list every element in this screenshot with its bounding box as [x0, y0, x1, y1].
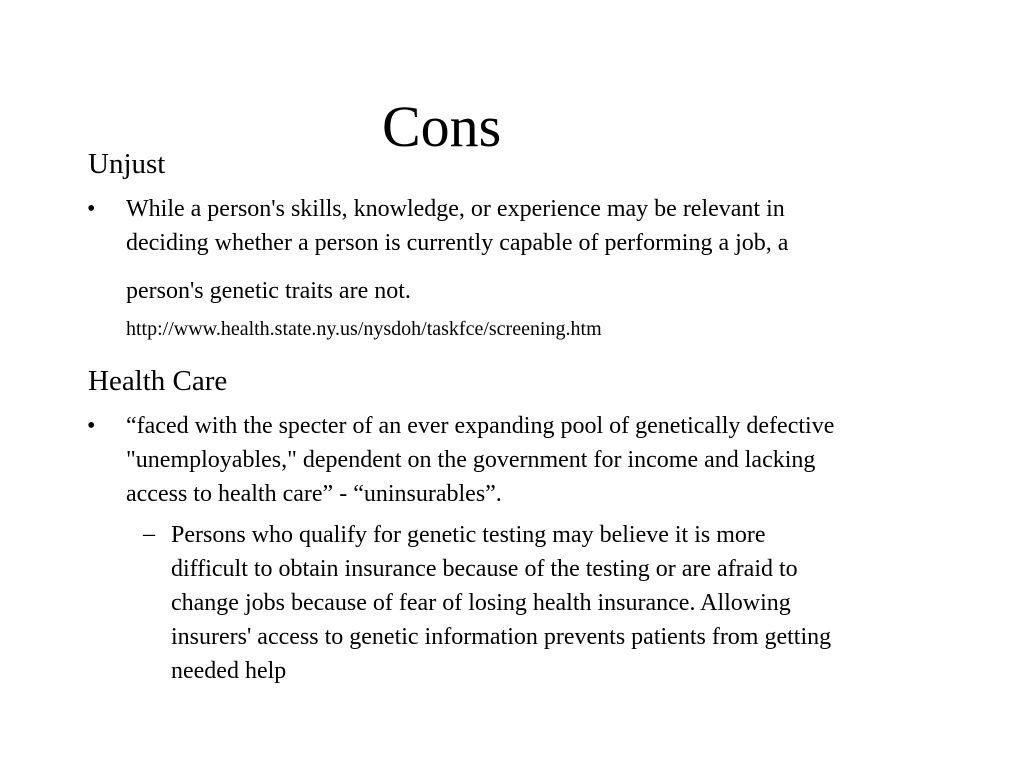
text-line: needed help	[171, 658, 287, 684]
section-heading-unjust: Unjust	[88, 148, 166, 180]
text-line: change jobs because of fear of losing health insurance. Allowing	[171, 590, 791, 616]
bullet-marker: •	[87, 413, 96, 439]
text-line: access to health care” - “uninsurables”.	[126, 481, 502, 507]
bullet-text-health-care	[126, 409, 976, 511]
text-line: difficult to obtain insurance because of the testing or are afraid to	[171, 556, 798, 582]
text-line: “faced with the specter of an ever expanding pool of genetically defective	[126, 413, 835, 439]
sub-bullet-text	[171, 518, 971, 688]
text-line: insurers' access to genetic information prevents patients from getting	[171, 624, 832, 650]
bullet-marker: •	[87, 196, 96, 222]
bullet-text-unjust	[126, 192, 976, 308]
slide-title: Cons	[382, 94, 502, 159]
source-url[interactable]: http://www.health.state.ny.us/nysdoh/taskfce/screening.htm	[126, 318, 602, 340]
text-line: deciding whether a person is currently capable of performing a job, a	[126, 230, 789, 256]
text-line: While a person's skills, knowledge, or experience may be relevant in	[126, 196, 785, 222]
section-heading-health-care: Health Care	[88, 365, 228, 397]
text-line: Persons who qualify for genetic testing may believe it is more	[171, 522, 766, 548]
sub-bullet-marker: –	[143, 521, 155, 547]
text-line: person's genetic traits are not.	[126, 278, 411, 304]
text-line: "unemployables," dependent on the government for income and lacking	[126, 447, 816, 473]
